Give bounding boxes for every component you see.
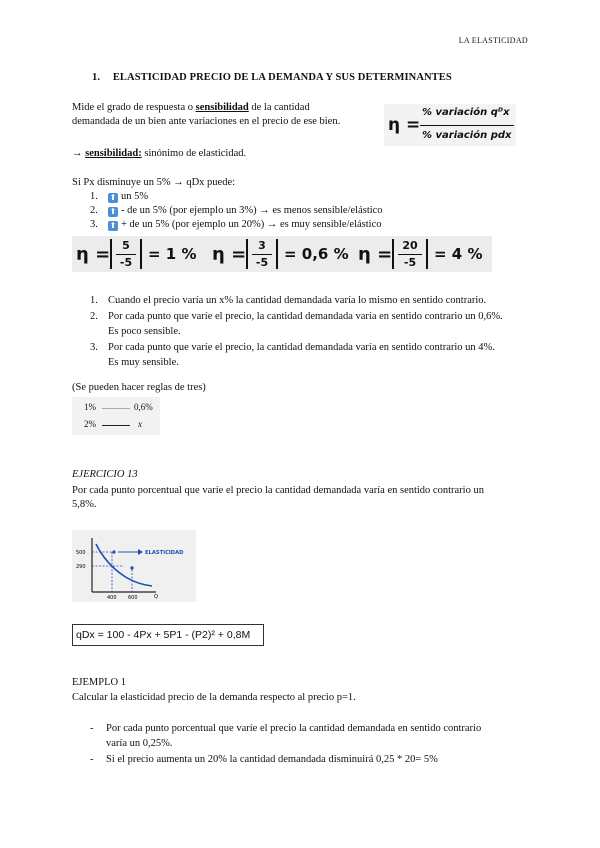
- list-number: 2.: [90, 311, 98, 322]
- eta-symbol: η =: [388, 115, 421, 135]
- demand-curve: [96, 544, 152, 586]
- demand-curve-sketch: [72, 530, 196, 602]
- fraction-bar: [398, 254, 422, 255]
- synonym-term: sensibilidad:: [85, 148, 142, 159]
- calc-result: = 1 %: [148, 245, 197, 263]
- point-b: [130, 566, 133, 569]
- calc-denominator: -5: [403, 256, 417, 269]
- list-text: Por cada punto porcentual que varíe el precio la cantidad demandada en sentido contrario: [106, 723, 482, 734]
- intro-text: Mide el grado de respuesta o: [72, 102, 196, 113]
- y-label: 290: [76, 564, 86, 570]
- synonym-line: [72, 147, 246, 161]
- exercise-line: Por cada punto porcentual que varíe el precio la cantidad demandada varía en sentido contrario un: [72, 485, 484, 496]
- abs-bar: [426, 239, 428, 269]
- rule-cell: 0,6%: [134, 402, 153, 412]
- abs-bar: [392, 239, 394, 269]
- abs-bar: [110, 239, 112, 269]
- calc-eta: η =: [76, 244, 111, 265]
- list-item: [90, 341, 530, 370]
- up-arrow-icon: ⬆: [109, 193, 117, 202]
- graph-annotation: ELASTICIDAD: [145, 550, 184, 556]
- fraction-bar: [420, 125, 514, 126]
- axis-label: Q: [154, 594, 158, 600]
- fraction-bar: [252, 254, 272, 255]
- calc-denominator: -5: [119, 256, 133, 269]
- list-text: Es poco sensible.: [108, 326, 181, 337]
- y-label: 500: [76, 550, 86, 556]
- x-label: 600: [128, 595, 138, 601]
- rule-of-three-box: [72, 397, 160, 435]
- rule-cell: x: [138, 419, 142, 429]
- calc-numerator: 20: [402, 239, 418, 252]
- calc-result: = 4 %: [434, 245, 483, 263]
- arrow-head-icon: [138, 549, 143, 555]
- rule-cell: 1%: [84, 402, 96, 412]
- up-arrow-icon: ⬆: [109, 207, 117, 216]
- fraction-bar: [116, 254, 136, 255]
- intro-line2: demandada de un bien ante variaciones en el precio de ese bien.: [72, 116, 341, 127]
- list-number: 1.: [90, 295, 98, 306]
- running-header: LA ELASTICIDAD: [458, 36, 528, 45]
- abs-bar: [276, 239, 278, 269]
- rule-line: [102, 425, 130, 426]
- rule-line: [102, 408, 130, 409]
- list-text: - de un 5% (por ejemplo un 3%) → es menos sensible/elástico: [121, 205, 383, 216]
- px-intro: Si Px disminuye un 5% → qDx puede:: [72, 177, 236, 188]
- explanations-list: [90, 294, 530, 370]
- calc-denominator: -5: [255, 256, 269, 269]
- list-number: 3.: [90, 342, 98, 353]
- example-prompt: Calcular la elasticidad precio de la demanda respecto al precio p=1.: [72, 692, 356, 703]
- list-item: [84, 722, 524, 751]
- calc-eta: η =: [212, 244, 247, 265]
- abs-bar: [246, 239, 248, 269]
- list-text: Por cada punto que varíe el precio, la cantidad demandada varía en sentido contrario un 0,6%.: [108, 311, 503, 322]
- intro-paragraph: [72, 101, 340, 129]
- list-text: + de un 5% (por ejemplo un 20%) → es muy sensible/elástico: [121, 219, 382, 230]
- section-number: 1.: [92, 72, 101, 83]
- list-item: [90, 310, 530, 339]
- exercise-text: [72, 484, 532, 512]
- elasticity-formula-image: [384, 104, 516, 146]
- list-item: [90, 218, 383, 232]
- list-item: [90, 190, 383, 204]
- section-title: [92, 72, 452, 83]
- abs-bar: [140, 239, 142, 269]
- list-text: varía un 0,25%.: [106, 738, 173, 749]
- exercise-title: EJERCICIO 13: [72, 469, 138, 480]
- rule-note: (Se pueden hacer reglas de tres): [72, 382, 206, 393]
- px-list: [90, 190, 383, 232]
- formula-numerator: % variación qᴰx: [422, 107, 510, 118]
- list-text: un 5%: [121, 191, 149, 202]
- intro-text: de la cantidad: [248, 102, 310, 113]
- x-label: 400: [107, 595, 117, 601]
- dash-marker: -: [90, 723, 94, 734]
- demand-graph-image: [72, 530, 196, 602]
- calc-result: = 0,6 %: [284, 245, 349, 263]
- synonym-definition: sinónimo de elasticidad.: [141, 148, 247, 159]
- up-arrow-icon: ⬆: [109, 221, 117, 230]
- rule-cell: 2%: [84, 419, 96, 429]
- list-text: Si el precio aumenta un 20% la cantidad demandada disminuirá 0,25 * 20= 5%: [106, 754, 438, 765]
- calc-numerator: 5: [122, 239, 130, 252]
- list-item: [90, 204, 383, 218]
- example-bullets: [84, 722, 524, 767]
- list-number: 1.: [90, 191, 98, 202]
- list-item: [84, 753, 524, 767]
- section-title-text: ELASTICIDAD PRECIO DE LA DEMANDA Y SUS DETERMINANTES: [112, 72, 452, 83]
- list-number: 2.: [90, 205, 98, 216]
- list-item: [90, 294, 530, 308]
- dash-marker: -: [90, 754, 94, 765]
- sensibilidad-term: sensibilidad: [195, 102, 249, 113]
- list-text: Cuando el precio varía un x% la cantidad demandada varía lo mismo en sentido contrario.: [108, 295, 487, 306]
- calc-eta: η =: [358, 244, 393, 265]
- list-text: Es muy sensible.: [108, 357, 179, 368]
- calculation-band-image: [72, 236, 492, 272]
- list-text: Por cada punto que varíe el precio, la cantidad demandada varía en sentido contrario un 4%.: [108, 342, 495, 353]
- list-number: 3.: [90, 219, 98, 230]
- example-title: EJEMPLO 1: [72, 677, 126, 688]
- demand-equation: qDx = 100 - 4Px + 5P1 - (P2)² + 0,8M: [72, 624, 264, 646]
- formula-denominator: % variación pdx: [422, 130, 512, 141]
- point-a: [112, 550, 115, 553]
- calc-numerator: 3: [258, 239, 266, 252]
- arrow-glyph: →: [72, 148, 83, 159]
- exercise-line: 5,8%.: [72, 499, 97, 510]
